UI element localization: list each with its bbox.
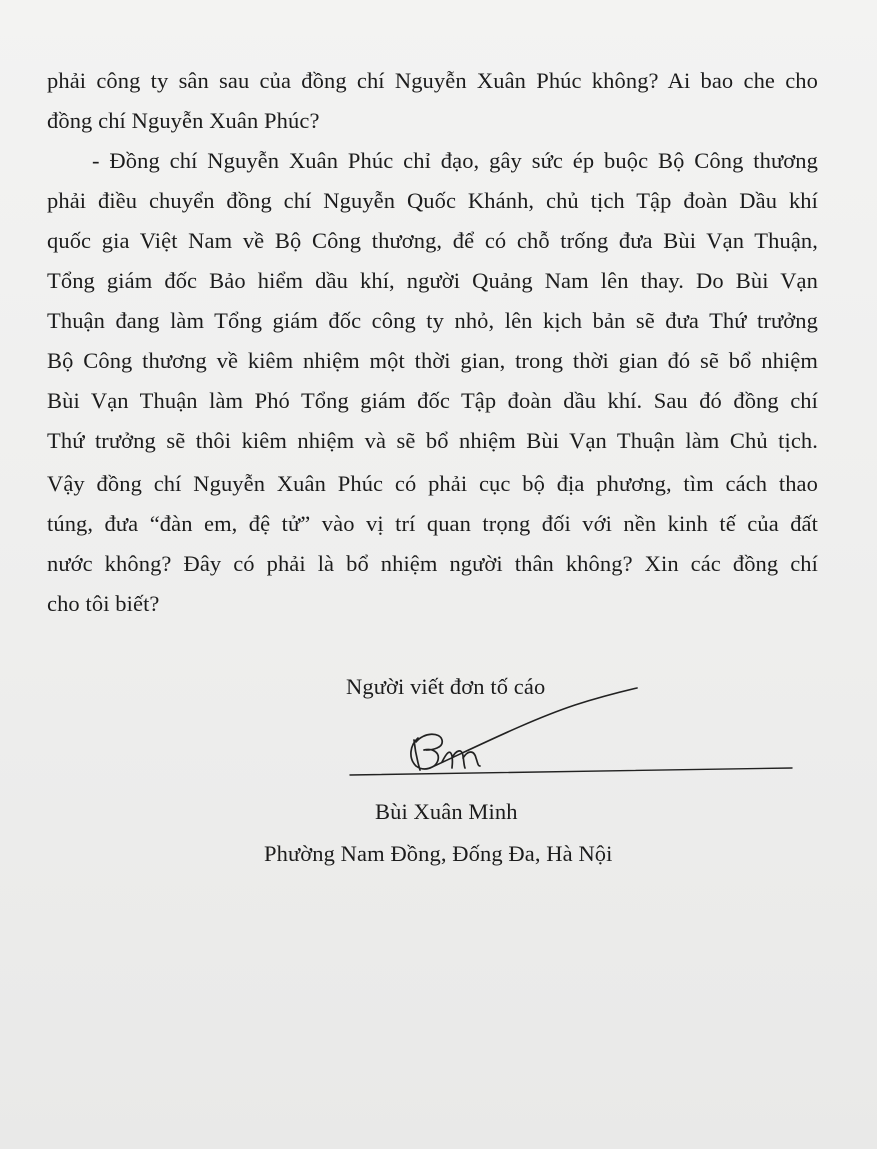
signer-address: Phường Nam Đồng, Đống Đa, Hà Nội bbox=[264, 841, 613, 866]
letter-line-11: Vậy đồng chí Nguyễn Xuân Phúc có phải cục bộ địa phương, tìm cách thao bbox=[47, 471, 818, 496]
letter-line-12: túng, đưa “đàn em, đệ tử” vào vị trí quan trọng đối với nền kinh tế của đất bbox=[47, 511, 818, 536]
letter-line-9: Bùi Vạn Thuận làm Phó Tổng giám đốc Tập đoàn dầu khí. Sau đó đồng chí bbox=[47, 388, 818, 413]
letter-line-14: cho tôi biết? bbox=[47, 591, 160, 616]
letter-line-1: phải công ty sân sau của đồng chí Nguyễn Xuân Phúc không? Ai bao che cho bbox=[47, 68, 818, 93]
letter-line-2: đồng chí Nguyễn Xuân Phúc? bbox=[47, 108, 320, 133]
letter-line-13: nước không? Đây có phải là bổ nhiệm người thân không? Xin các đồng chí bbox=[47, 551, 818, 576]
letter-line-4: phải điều chuyển đồng chí Nguyễn Quốc Khánh, chủ tịch Tập đoàn Dầu khí bbox=[47, 188, 818, 213]
letter-line-10: Thứ trưởng sẽ thôi kiêm nhiệm và sẽ bổ nhiệm Bùi Vạn Thuận làm Chủ tịch. bbox=[47, 428, 818, 453]
letter-line-3: - Đồng chí Nguyễn Xuân Phúc chỉ đạo, gây sức ép buộc Bộ Công thương bbox=[92, 148, 818, 173]
letter-line-7: Thuận đang làm Tổng giám đốc công ty nhỏ, lên kịch bản sẽ đưa Thứ trưởng bbox=[47, 308, 818, 333]
signature-title: Người viết đơn tố cáo bbox=[346, 674, 546, 699]
signer-name: Bùi Xuân Minh bbox=[375, 799, 518, 824]
letter-line-5: quốc gia Việt Nam về Bộ Công thương, để có chỗ trống đưa Bùi Vạn Thuận, bbox=[47, 228, 818, 253]
letter-line-6: Tổng giám đốc Bảo hiểm dầu khí, người Quảng Nam lên thay. Do Bùi Vạn bbox=[47, 268, 818, 293]
letter-line-8: Bộ Công thương về kiêm nhiệm một thời gian, trong thời gian đó sẽ bổ nhiệm bbox=[47, 348, 818, 373]
